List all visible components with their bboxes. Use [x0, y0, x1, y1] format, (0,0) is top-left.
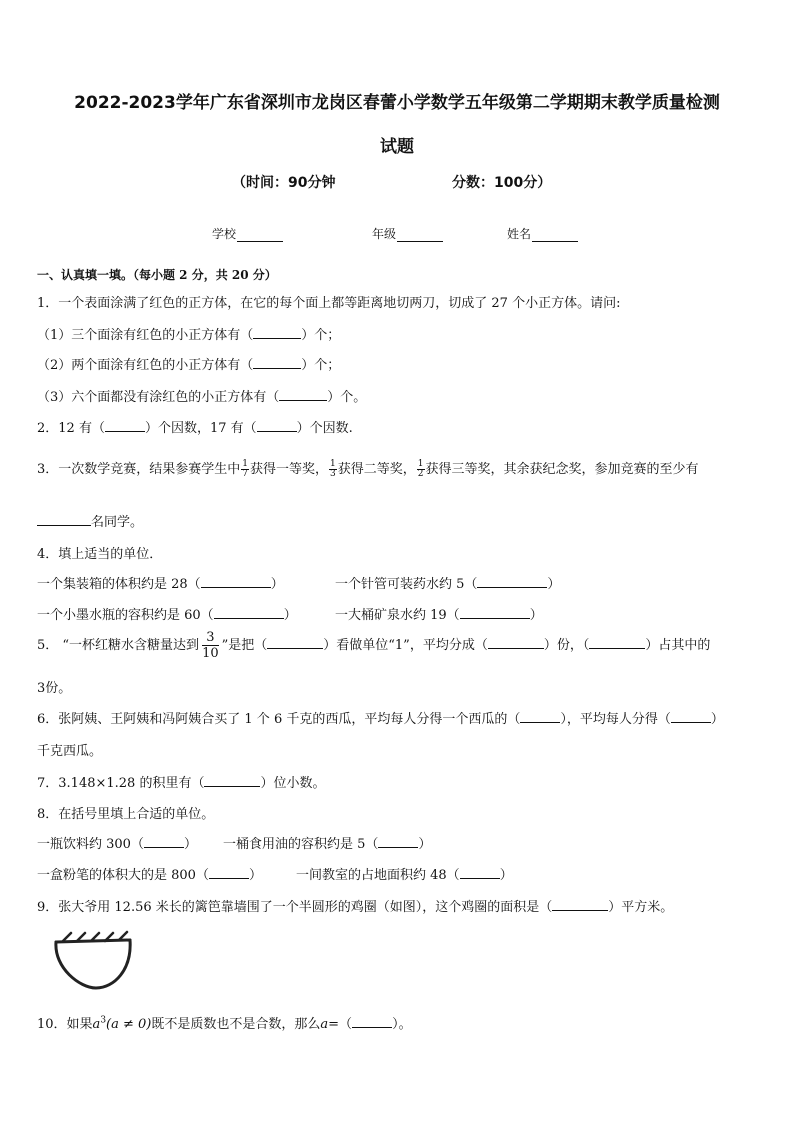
condition: (a ≠ 0) [106, 1017, 152, 1032]
section-heading: 一、认真填一填。（每小题 2 分，共 20 分） [37, 268, 277, 282]
q3-text: 获得三等奖，其余获纪念奖，参加竞赛的至少有 [425, 462, 699, 477]
q4-close: ） [270, 577, 284, 592]
fraction [202, 630, 219, 661]
q3-text: 名同学。 [91, 515, 144, 530]
exponent: 3 [100, 1015, 107, 1026]
fraction-numerator: 1 [242, 459, 249, 469]
name-blank[interactable] [532, 229, 578, 242]
answer-blank[interactable] [105, 419, 145, 432]
q10-text: 既不是质数也不是合数，那么 [151, 1017, 321, 1032]
q5-text: ）看做单位“1”，平均分成（ [323, 638, 488, 653]
grade-field[interactable] [372, 225, 443, 242]
question-4b [335, 573, 560, 592]
answer-blank[interactable] [37, 513, 91, 526]
school-blank[interactable] [237, 229, 283, 242]
q5-text: 5． “一杯红糖水含糖量达到 [37, 638, 200, 653]
q5-text: ”是把（ [221, 638, 268, 653]
answer-blank[interactable] [214, 606, 284, 619]
q4-close: ） [529, 608, 543, 623]
q7-text: 7．3.148×1.28 的积里有（ [37, 776, 205, 791]
question-1-stem: 1．一个表面涂满了红色的正方体，在它的每个面上都等距离地切两刀，切成了 27 个小正方体。请问: [37, 296, 621, 311]
q5-text: ）份，（ [543, 638, 590, 653]
question-10 [37, 1013, 412, 1032]
q10-text: 10．如果 [37, 1017, 93, 1032]
school-label: 学校 [212, 227, 237, 241]
q1a-end: ）个； [301, 328, 341, 343]
question-4-stem: 4．填上适当的单位． [37, 547, 163, 562]
q8-text: 一间教室的占地面积约 48（ [296, 868, 460, 883]
name-field[interactable] [507, 225, 578, 242]
page-title: 2022-2023学年广东省深圳市龙岗区春蕾小学数学五年级第二学期期末教学质量检测 [74, 93, 720, 113]
question-3 [37, 458, 699, 479]
q1c-end: ）个。 [327, 390, 367, 405]
q3-text: 获得一等奖， [250, 462, 329, 477]
school-field[interactable] [212, 225, 283, 242]
fraction [417, 460, 425, 479]
q2-text: ）个因数，17 有（ [144, 421, 257, 436]
q6-text: ），平均每人分得（ [560, 712, 671, 727]
question-4d [335, 604, 543, 623]
q8-close: ） [499, 868, 513, 883]
question-8d [296, 864, 513, 883]
q9-text: ）平方米。 [608, 900, 674, 915]
q8-close: ） [183, 837, 197, 852]
semicircle-coop-figure [50, 928, 140, 994]
q8-close: ） [418, 837, 432, 852]
q6-text: ） [710, 712, 724, 727]
question-1a [37, 324, 340, 343]
q1c-text: （3）六个面都没有涂红色的小正方体有（ [37, 390, 280, 405]
grade-blank[interactable] [397, 229, 443, 242]
answer-blank[interactable] [671, 710, 711, 723]
question-6 [37, 708, 724, 727]
fraction-denominator: 2 [417, 469, 424, 479]
answer-blank[interactable] [257, 419, 297, 432]
answer-blank[interactable] [253, 356, 301, 369]
question-7 [37, 772, 325, 791]
q3-text: 3．一次数学竞赛，结果参赛学生中 [37, 462, 241, 477]
question-4a [37, 573, 284, 592]
answer-blank[interactable] [267, 636, 323, 649]
answer-blank[interactable] [209, 866, 249, 879]
q8-text: 一盒粉笔的体积大的是 800（ [37, 868, 209, 883]
q10-text: =（ [328, 1017, 353, 1032]
q4-close: ） [283, 608, 297, 623]
q10-text: ）。 [392, 1017, 412, 1032]
exam-time: （时间：90分钟 [232, 175, 336, 191]
question-5 [37, 630, 710, 661]
answer-blank[interactable] [460, 866, 500, 879]
q9-text: 9．张大爷用 12.56 米长的篱笆靠墙围了一个半圆形的鸡圈（如图），这个鸡圈的面积是（ [37, 900, 553, 915]
fraction-numerator: 3 [202, 630, 219, 646]
answer-blank[interactable] [378, 835, 418, 848]
answer-blank[interactable] [201, 575, 271, 588]
answer-blank[interactable] [477, 575, 547, 588]
q3-text: 获得二等奖， [337, 462, 416, 477]
question-8c [37, 864, 262, 883]
q4-text: 一个小墨水瓶的容积约是 60（ [37, 608, 214, 623]
q4-close: ） [547, 577, 561, 592]
q5-text: ）占其中的 [645, 638, 711, 653]
answer-blank[interactable] [520, 710, 560, 723]
q4-text: 一个集装箱的体积约是 28（ [37, 577, 201, 592]
question-2 [37, 417, 353, 436]
fraction-denominator: 10 [202, 646, 219, 661]
answer-blank[interactable] [204, 774, 260, 787]
q1b-end: ）个； [301, 358, 341, 373]
variable-a: a [320, 1017, 329, 1032]
answer-blank[interactable] [352, 1015, 392, 1028]
q8-text: 一桶食用油的容积约是 5（ [223, 837, 379, 852]
q8-close: ） [248, 868, 262, 883]
q8-text: 一瓶饮料约 300（ [37, 837, 144, 852]
question-5-continued: 3份。 [37, 681, 72, 696]
question-1b [37, 354, 340, 373]
fraction-numerator: 1 [330, 459, 336, 469]
question-9 [37, 896, 673, 915]
answer-blank[interactable] [460, 606, 530, 619]
q1a-text: （1）三个面涂有红色的小正方体有（ [37, 328, 254, 343]
q4-text: 一个针管可装药水约 5（ [335, 577, 478, 592]
q1b-text: （2）两个面涂有红色的小正方体有（ [37, 358, 254, 373]
q2-text: 2．12 有（ [37, 421, 105, 436]
question-6-continued: 千克西瓜。 [37, 744, 103, 759]
exam-score: 分数：100分） [452, 175, 552, 191]
question-4c [37, 604, 297, 623]
answer-blank[interactable] [144, 835, 184, 848]
fraction-denominator: 7 [242, 469, 249, 479]
question-8b [223, 833, 431, 852]
question-8a [37, 833, 197, 852]
answer-blank[interactable] [279, 388, 327, 401]
question-1c [37, 386, 366, 405]
answer-blank[interactable] [253, 326, 301, 339]
answer-blank[interactable] [488, 636, 544, 649]
q4-text: 一大桶矿泉水约 19（ [335, 608, 460, 623]
q7-text: ）位小数。 [260, 776, 326, 791]
fraction [329, 460, 337, 479]
fraction [241, 460, 249, 479]
question-8-stem: 8．在括号里填上合适的单位。 [37, 807, 215, 822]
answer-blank[interactable] [589, 636, 645, 649]
fraction-denominator: 3 [330, 469, 336, 479]
q6-text: 6．张阿姨、王阿姨和冯阿姨合买了 1 个 6 千克的西瓜，平均每人分得一个西瓜的（ [37, 712, 521, 727]
page-title-continued: 试题 [380, 137, 414, 157]
question-3-continued [37, 511, 143, 530]
q2-text: ）个因数. [296, 421, 353, 436]
variable-a: a [92, 1017, 101, 1032]
fraction-numerator: 1 [417, 459, 424, 469]
answer-blank[interactable] [552, 898, 608, 911]
name-label: 姓名 [507, 227, 532, 241]
grade-label: 年级 [372, 227, 397, 241]
